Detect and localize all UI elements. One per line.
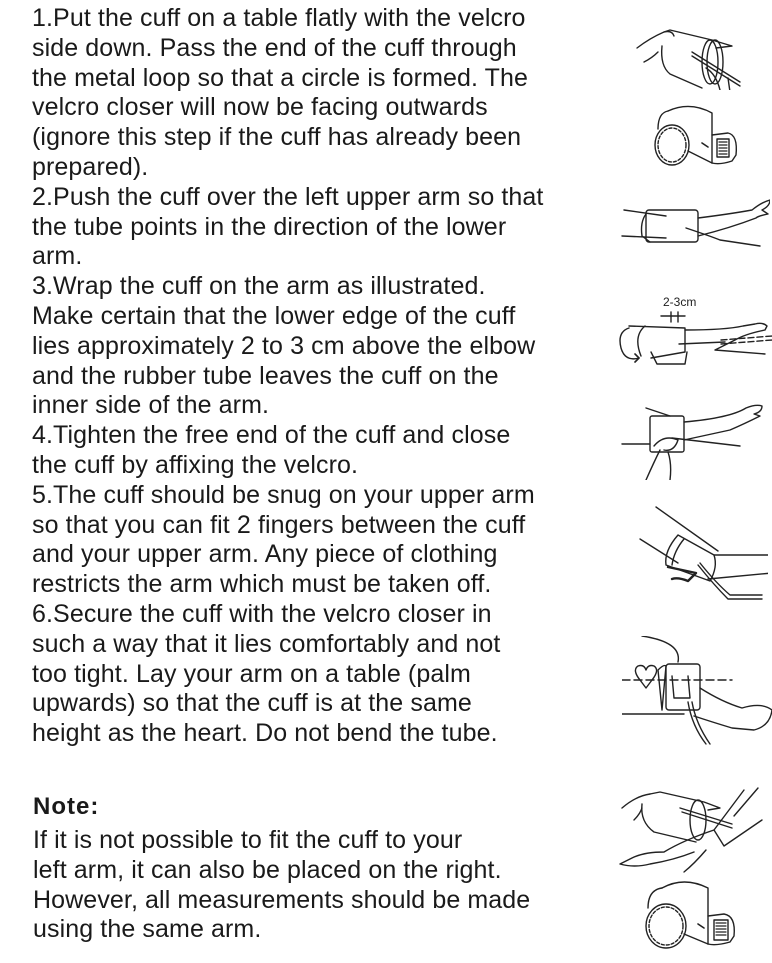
step-text-line: Make certain that the lower edge of the cuff xyxy=(32,301,516,330)
step-text-line: height as the heart. Do not bend the tube. xyxy=(32,719,498,748)
step-1 xyxy=(32,4,617,183)
step-4 xyxy=(32,421,617,481)
note-text-line: left arm, it can also be placed on the right. xyxy=(33,855,502,884)
tighten-velcro-illustration xyxy=(620,400,770,485)
note-text-line: However, all measurements should be made xyxy=(33,885,531,914)
step-text-line: such a way that it lies comfortably and not xyxy=(32,629,501,658)
step-text-line: the tube points in the direction of the lower xyxy=(32,212,507,241)
step-text-line: 3.Wrap the cuff on the arm as illustrated. xyxy=(32,272,486,301)
cuff-loop-illustration xyxy=(650,103,740,178)
step-text-line: the cuff by affixing the velcro. xyxy=(32,450,359,479)
instruction-steps xyxy=(32,4,617,749)
step-5 xyxy=(32,481,617,600)
cuff-distance-illustration xyxy=(615,292,772,377)
cuff-loop-illustration xyxy=(640,878,740,963)
step-text-line: 6.Secure the cuff with the velcro closer in xyxy=(32,599,492,628)
step-text-line: too tight. Lay your arm on a table (palm xyxy=(32,659,471,688)
step-3 xyxy=(32,272,617,421)
step-text-line: restricts the arm which must be taken off. xyxy=(32,570,492,599)
note-title: Note: xyxy=(33,793,100,820)
step-text-line: upwards) so that the cuff is at the same xyxy=(32,689,472,718)
step-text-line: lies approximately 2 to 3 cm above the elbow xyxy=(32,331,536,360)
step-text-line: so that you can fit 2 fingers between the cuff xyxy=(32,510,526,539)
step-2 xyxy=(32,183,617,272)
note-text-line: If it is not possible to fit the cuff to your xyxy=(33,826,463,854)
arm-with-cuff-illustration xyxy=(620,196,770,257)
step-6 xyxy=(32,600,617,749)
step-text-line: prepared). xyxy=(32,152,149,181)
hand-threading-cuff-illustration xyxy=(632,18,742,95)
step-text-line: 4.Tighten the free end of the cuff and close xyxy=(32,421,511,450)
step-text-line: and your upper arm. Any piece of clothing xyxy=(32,540,498,569)
step-text-line: 5.The cuff should be snug on your upper arm xyxy=(32,480,535,509)
note-section xyxy=(33,792,613,945)
heart-icon xyxy=(635,666,656,689)
note-text-line: using the same arm. xyxy=(33,915,262,944)
step-text-line: inner side of the arm. xyxy=(32,391,270,420)
step-text-line: (ignore this step if the cuff has already been xyxy=(32,123,522,152)
heart-level-illustration xyxy=(622,636,772,751)
step-text-line: side down. Pass the end of the cuff through xyxy=(32,33,517,62)
right-arm-cuff-illustration xyxy=(614,780,772,885)
step-text-line: the metal loop so that a circle is formed. The xyxy=(32,63,529,92)
step-text-line: velcro closer will now be facing outwards xyxy=(32,93,488,122)
step-text-line: and the rubber tube leaves the cuff on the xyxy=(32,361,499,390)
step-text-line: 2.Push the cuff over the left upper arm so that xyxy=(32,182,544,211)
snug-cuff-illustration xyxy=(618,503,768,608)
step-text-line: arm. xyxy=(32,242,83,271)
step-text-line: 1.Put the cuff on a table flatly with the velcro xyxy=(32,4,526,32)
measurement-label: 2-3cm xyxy=(663,295,697,309)
